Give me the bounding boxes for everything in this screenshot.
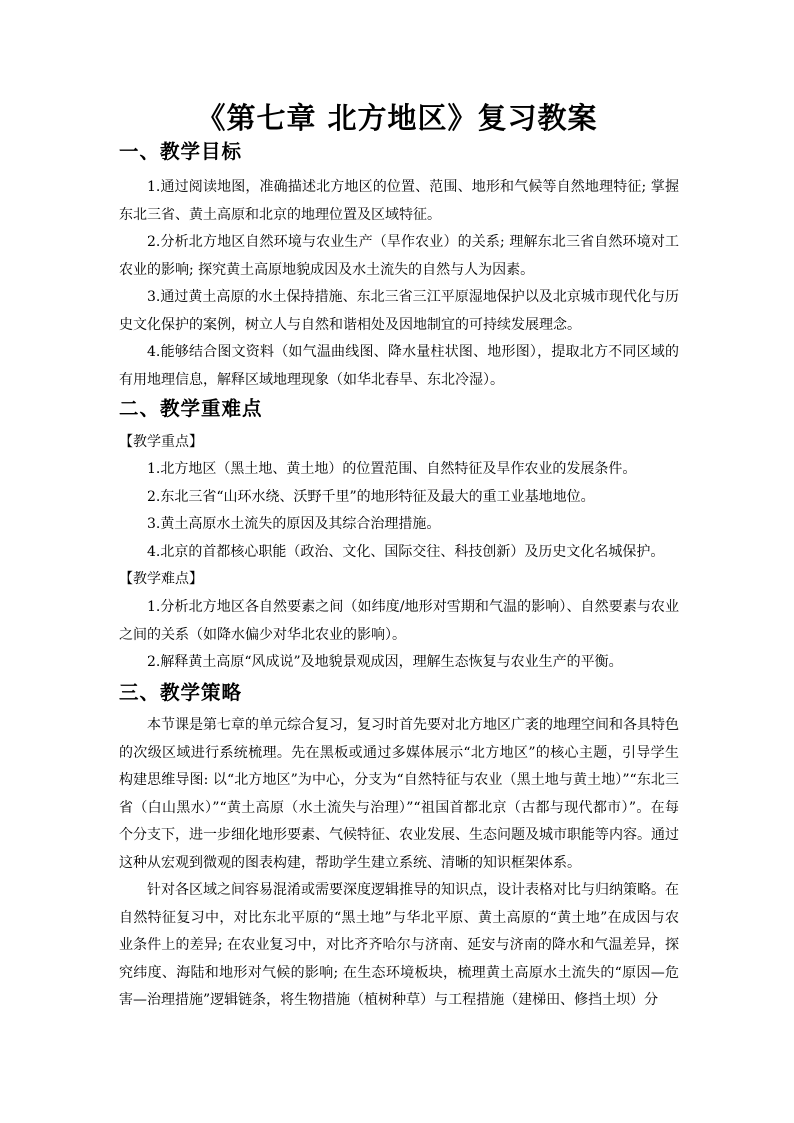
goal-paragraph-4: 4.能够结合图文资料（如气温曲线图、降水量柱状图、地形图），提取北方不同区域的有用地理信息，解释区域地理现象（如华北春旱、东北冷湿）。: [119, 344, 679, 388]
key-points-label: 【教学重点】: [119, 434, 203, 450]
key-point-4: 4.北京的首都核心职能（政治、文化、国际交往、科技创新）及历史文化名城保护。: [147, 544, 665, 560]
goal-paragraph-1: 1.通过阅读地图，准确描述北方地区的位置、范围、地形和气候等自然地理特征; 掌握东北三省、黄土高原和北京的地理位置及区域特征。: [119, 179, 679, 223]
goal-paragraph-3: 3.通过黄土高原的水土保持措施、东北三省三江平原湿地保护以及北京城市现代化与历史文化保护的案例，树立人与自然和谐相处及因地制宜的可持续发展理念。: [119, 289, 679, 333]
key-point-2: 2.东北三省“山环水绕、沃野千里”的地形特征及最大的重工业基地地位。: [147, 489, 595, 505]
strategy-paragraph-2: 针对各区域之间容易混淆或需要深度逻辑推导的知识点，设计表格对比与归纳策略。在自然特征复习中，对比东北平原的“黑土地”与华北平原、黄土高原的“黄土地”在成因与农业条件上的差异; 在农业复习中，对比齐齐哈尔与济南、延安与济南的降水和气温差异，探究纬度、海陆和地形对气候的影响; 在生态环境板块，梳理黄土高原水土流失的“原因—危害—治理措施”逻辑链条，将生物措施（植树种草）与工程措施（建梯田、修挡土坝）分: [119, 882, 679, 1008]
section-heading-key-difficult-points: 二、教学重难点: [119, 397, 263, 420]
key-point-1: 1.北方地区（黑土地、黄土地）的位置范围、自然特征及旱作农业的发展条件。: [147, 461, 637, 477]
section-heading-teaching-goals: 一、教学目标: [119, 140, 243, 163]
difficult-point-1: 1.分析北方地区各自然要素之间（如纬度/地形对雪期和气温的影响）、自然要素与农业之间的关系（如降水偏少对华北农业的影响）。: [119, 599, 679, 643]
key-point-3: 3.黄土高原水土流失的原因及其综合治理措施。: [147, 516, 441, 532]
strategy-paragraph-1: 本节课是第七章的单元综合复习，复习时首先要对北方地区广袤的地理空间和各具特色的次级区域进行系统梳理。先在黑板或通过多媒体展示“北方地区”的核心主题，引导学生构建思维导图: 以“北方地区”为中心，分支为“自然特征与农业（黑土地与黄土地）”“东北三省（白山黑水）”“黄土高原（水土流失与治理）”“祖国首都北京（古都与现代都市）”。在每个分支下，进一步细化地形要素、气候特征、农业发展、生态问题及城市职能等内容。通过这种从宏观到微观的图表构建，帮助学生建立系统、清晰的知识框架体系。: [119, 717, 679, 871]
document-title: 《第七章 北方地区》复习教案: [196, 101, 598, 135]
difficult-points-label: 【教学难点】: [119, 571, 203, 587]
section-heading-teaching-strategy: 三、教学策略: [119, 681, 243, 704]
goal-paragraph-2: 2.分析北方地区自然环境与农业生产（旱作农业）的关系; 理解东北三省自然环境对工农业的影响; 探究黄土高原地貌成因及水土流失的自然与人为因素。: [119, 234, 679, 278]
difficult-point-2: 2.解释黄土高原“风成说”及地貌景观成因，理解生态恢复与农业生产的平衡。: [147, 654, 623, 670]
